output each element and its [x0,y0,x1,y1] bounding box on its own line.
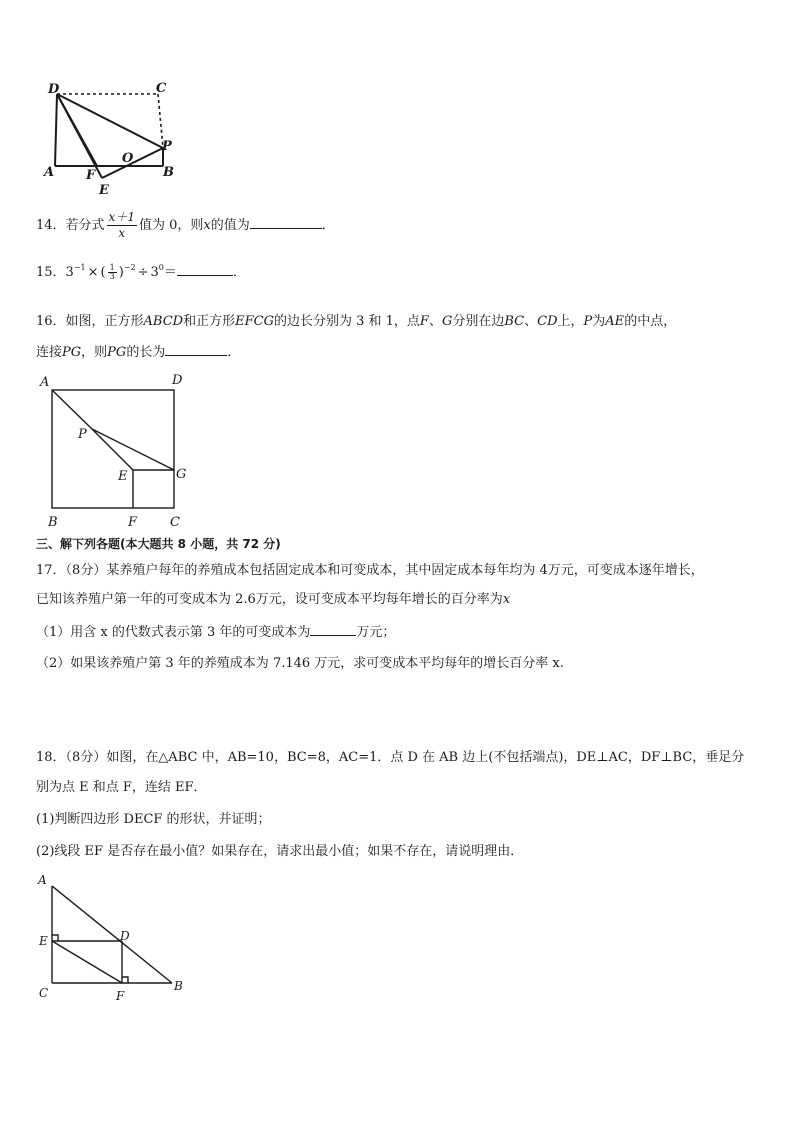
q16-text-c: 的边长分别为 3 和 1，点 [273,314,420,329]
q16-line2-b: ，则 [81,345,108,360]
q15-paren-open: ( [100,265,106,280]
label-E: E [99,183,109,198]
q16-cd: CD [537,314,558,329]
label-F: F [116,989,125,1003]
label-E: E [118,469,128,484]
label-C: C [39,986,49,1000]
q16-text-e: 分别在边 [452,314,505,329]
q15-mini-num: 1 [109,263,115,272]
edge-AP [52,390,92,429]
label-D: D [120,929,130,943]
question-14 [36,210,335,241]
q17-answer-blank[interactable] [310,622,356,636]
q16-g: G [441,314,453,329]
q14-end: ． [321,218,335,233]
q16-text-d: 、 [428,314,442,329]
label-B: B [174,979,183,993]
edge-EF [52,941,122,983]
q15-base1: 3 [65,265,74,280]
label-E: E [39,934,48,948]
section-heading: 三、解下列各题(本大题共 8 小题，共 72 分) [36,537,281,551]
q15-paren-close: ) [118,265,124,280]
q17-sub1-text: （1）用含 x 的代数式表示第 3 年的可变成本为 [36,625,311,640]
q15-eq: ＝ [163,265,177,280]
q15-mini-den: 3 [109,272,115,281]
q16-p: P [583,314,593,329]
q14-var: x [203,218,211,233]
label-F: F [86,168,96,183]
q15-times: × [87,265,99,280]
q15-mini-fraction [108,264,117,281]
question-17-line2 [36,590,510,610]
q14-numerator: x＋1 [108,210,135,224]
q16-line2-a: 连接 [36,345,63,360]
q15-base3: 3 [150,265,159,280]
q16-pg2: PG [107,345,127,360]
q14-answer-blank[interactable] [250,215,322,229]
label-A: A [40,375,50,390]
q15-exp1: −1 [73,263,86,272]
question-16-line2 [36,342,240,363]
q15-exp3: 0 [158,263,164,272]
label-P: P [162,139,172,154]
label-P: P [78,427,87,442]
q16-efcg: EFCG [235,314,274,329]
question-15 [36,262,246,283]
label-G: G [176,467,187,482]
q15-div: ÷ [137,265,149,280]
q14-fraction [107,210,137,241]
q16-end: ． [227,345,241,360]
q16-ae: AE [605,314,625,329]
edge-PG [92,429,174,470]
question-18-line1: 18．（8分）如图，在△ABC 中，AB=10，BC=8，AC=1．点 D 在 AB 边上(不包括端点)，DE⊥AC，DF⊥BC，垂足分 [36,750,745,765]
label-A: A [38,873,47,887]
question-18-sub1: (1)判断四边形 DECF 的形状，并证明； [36,812,271,827]
right-angle-F [122,977,128,983]
q15-prefix: 15． [36,265,66,280]
q16-text-f: 、 [524,314,538,329]
label-B: B [48,515,58,530]
q17-sub1-unit: 万元； [356,625,396,640]
label-C: C [170,515,180,530]
q16-bc: BC [504,314,525,329]
q14-text: 值为 0，则 [138,218,204,233]
q16-text-g: 上， [557,314,584,329]
label-A: A [44,165,55,180]
q16-text-h: 为 [592,314,606,329]
label-C: C [156,81,167,96]
edge-DA [55,94,57,166]
question-18-line2: 别为点 E 和点 F，连结 EF． [36,780,207,795]
figure-q16 [36,370,196,532]
q16-pg: PG [62,345,82,360]
question-17-sub2: （2）如果该养殖户第 3 年的养殖成本为 7.146 万元，求可变成本平均每年的增长百分率 x. [36,656,564,671]
q16-answer-blank[interactable] [165,342,227,356]
question-17-sub1 [36,622,395,643]
question-18-sub2: (2)线段 EF 是否存在最小值？如果存在，请求出最小值；如果不存在，请说明理由． [36,844,524,859]
q14-denominator: x [118,226,126,240]
edge-PE [92,429,133,470]
q15-answer-blank[interactable] [177,262,233,276]
q16-abcd: ABCD [143,314,184,329]
q15-end: ． [232,265,246,280]
q16-text-i: 的中点， [624,314,677,329]
q14-text-end: 的值为 [210,218,250,233]
question-17-line1: 17．（8分）某养殖户每年的养殖成本包括固定成本和可变成本，其中固定成本每年均为 4万元，可变成本逐年增长， [36,563,704,578]
right-angle-E [52,935,58,941]
q14-prefix: 14．若分式 [36,218,105,233]
figure-q18 [34,870,194,1005]
label-F: F [128,515,138,530]
label-D: D [172,373,183,388]
q17-line2-text: 已知该养殖户第一年的可变成本为 2.6万元，设可变成本平均每年增长的百分率为 [36,592,503,607]
question-16-line1 [36,312,676,332]
label-B: B [163,165,174,180]
label-D: D [48,82,60,97]
q15-exp2: −2 [123,263,136,272]
q16-text-b: 和正方形 [183,314,236,329]
figure-q13 [40,78,190,200]
q16-f: F [419,314,429,329]
q16-text-a: 16．如图，正方形 [36,314,144,329]
label-O: O [122,151,134,166]
q17-var: x [502,592,511,607]
q16-line2-c: 的长为 [126,345,166,360]
edge-AB [52,886,172,983]
